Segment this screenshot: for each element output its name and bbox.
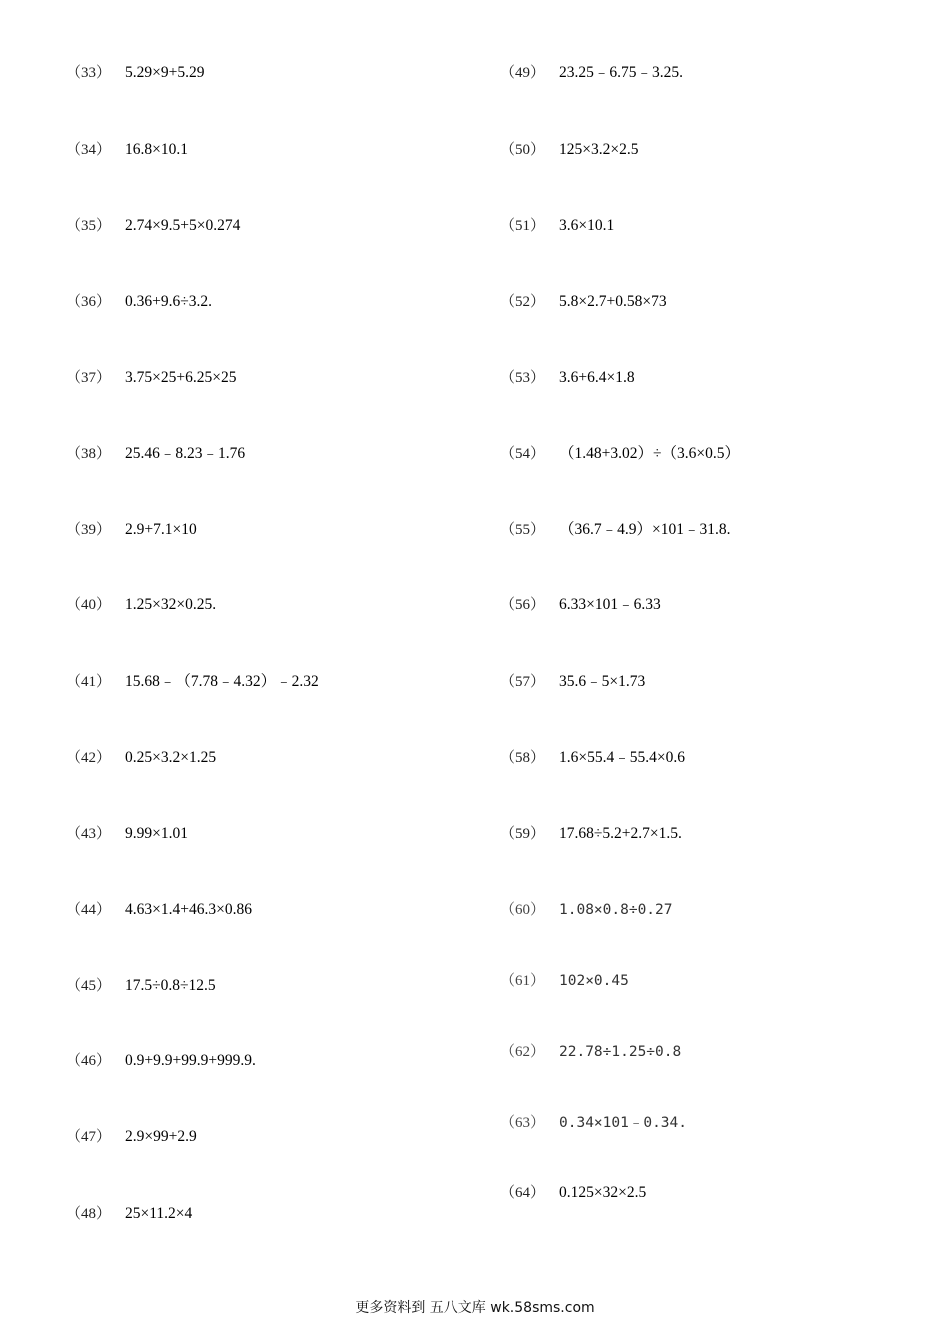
problem-expression: 1.08×0.8÷0.27	[559, 902, 673, 918]
problem-item	[66, 672, 319, 692]
problem-expression: （36.7﹣4.9）×101﹣31.8.	[559, 521, 731, 538]
problem-item	[66, 900, 252, 920]
footer-source-link[interactable]: 更多资料到 五八文库 wk.58sms.com	[355, 1300, 595, 1316]
problem-item	[500, 971, 629, 991]
problem-number: （35）	[66, 218, 112, 234]
problem-number: （63）	[500, 1115, 546, 1131]
problem-expression: 16.8×10.1	[125, 141, 188, 158]
problem-expression: 5.29×9+5.29	[125, 64, 205, 81]
problem-item	[500, 824, 682, 844]
problem-expression: 22.78÷1.25÷0.8	[559, 1044, 682, 1060]
problem-number: （36）	[66, 294, 112, 310]
problem-expression: 0.125×32×2.5	[559, 1184, 647, 1201]
problem-expression: 9.99×1.01	[125, 825, 188, 842]
problem-number: （37）	[66, 370, 112, 386]
problem-number: （38）	[66, 446, 112, 462]
problem-expression: （1.48+3.02）÷（3.6×0.5）	[559, 445, 740, 462]
problem-number: （64）	[500, 1185, 546, 1201]
problem-number: （46）	[66, 1053, 112, 1069]
problem-expression: 102×0.45	[559, 973, 629, 989]
problem-item	[500, 595, 661, 615]
problem-expression: 0.34×101﹣0.34.	[559, 1115, 687, 1131]
problem-expression: 17.5÷0.8÷12.5	[125, 977, 216, 994]
problem-number: （40）	[66, 597, 112, 613]
problem-number: （56）	[500, 597, 546, 613]
problem-expression: 0.25×3.2×1.25	[125, 749, 217, 766]
problem-number: （58）	[500, 750, 546, 766]
problem-item	[66, 368, 236, 388]
problem-number: （34）	[66, 142, 112, 158]
problem-expression: 3.6+6.4×1.8	[559, 369, 635, 386]
problem-number: （42）	[66, 750, 112, 766]
problem-expression: 1.25×32×0.25.	[125, 596, 217, 613]
problem-item	[66, 216, 240, 236]
problem-item	[500, 368, 635, 388]
problem-expression: 23.25﹣6.75﹣3.25.	[559, 64, 684, 81]
problem-item	[66, 824, 188, 844]
problem-item	[66, 1204, 192, 1224]
problem-expression: 2.9×99+2.9	[125, 1128, 197, 1145]
problem-number: （41）	[66, 674, 112, 690]
problem-number: （45）	[66, 978, 112, 994]
problem-expression: 3.6×10.1	[559, 217, 615, 234]
problem-number: （53）	[500, 370, 546, 386]
problem-number: （52）	[500, 294, 546, 310]
problem-number: （44）	[66, 902, 112, 918]
problem-item	[500, 216, 614, 236]
problem-item	[500, 672, 645, 692]
problem-item	[500, 1113, 687, 1133]
problem-item	[500, 1042, 681, 1062]
problem-item	[66, 748, 216, 768]
problem-number: （61）	[500, 973, 546, 989]
problem-item	[66, 595, 216, 615]
problem-item	[66, 292, 212, 312]
problem-number: （43）	[66, 826, 112, 842]
problem-number: （54）	[500, 446, 546, 462]
problem-expression: 1.6×55.4﹣55.4×0.6	[559, 749, 685, 766]
problem-number: （57）	[500, 674, 546, 690]
problem-number: （47）	[66, 1129, 112, 1145]
problem-item	[500, 140, 638, 160]
problem-item	[500, 748, 685, 768]
problem-item	[66, 63, 204, 83]
problem-item	[500, 444, 740, 464]
problem-item	[500, 292, 667, 312]
problem-item	[500, 900, 673, 920]
problem-item	[66, 140, 188, 160]
problem-item	[66, 976, 216, 996]
problem-number: （55）	[500, 522, 546, 538]
problem-expression: 0.36+9.6÷3.2.	[125, 293, 212, 310]
problem-item	[500, 520, 731, 540]
problem-expression: 5.8×2.7+0.58×73	[559, 293, 667, 310]
problem-number: （60）	[500, 902, 546, 918]
problem-expression: 3.75×25+6.25×25	[125, 369, 237, 386]
problem-item	[66, 1051, 256, 1071]
problem-expression: 17.68÷5.2+2.7×1.5.	[559, 825, 682, 842]
problem-expression: 6.33×101﹣6.33	[559, 596, 661, 613]
problem-expression: 0.9+9.9+99.9+999.9.	[125, 1052, 256, 1069]
problem-number: （62）	[500, 1044, 546, 1060]
problem-number: （49）	[500, 65, 546, 81]
problem-number: （33）	[66, 65, 112, 81]
problem-expression: 2.9+7.1×10	[125, 521, 197, 538]
problem-item	[66, 444, 245, 464]
problem-expression: 4.63×1.4+46.3×0.86	[125, 901, 252, 918]
problem-number: （39）	[66, 522, 112, 538]
problem-number: （59）	[500, 826, 546, 842]
problem-item	[66, 1127, 197, 1147]
problem-number: （51）	[500, 218, 546, 234]
problem-number: （50）	[500, 142, 546, 158]
problem-expression: 125×3.2×2.5	[559, 141, 639, 158]
problem-item	[500, 63, 683, 83]
problem-item	[66, 520, 197, 540]
problem-expression: 35.6﹣5×1.73	[559, 673, 646, 690]
problem-expression: 15.68﹣（7.78﹣4.32）﹣2.32	[125, 673, 319, 690]
problem-expression: 2.74×9.5+5×0.274	[125, 217, 241, 234]
problem-expression: 25×11.2×4	[125, 1205, 193, 1222]
problem-expression: 25.46﹣8.23﹣1.76	[125, 445, 246, 462]
problem-item	[500, 1183, 646, 1203]
problem-number: （48）	[66, 1206, 112, 1222]
